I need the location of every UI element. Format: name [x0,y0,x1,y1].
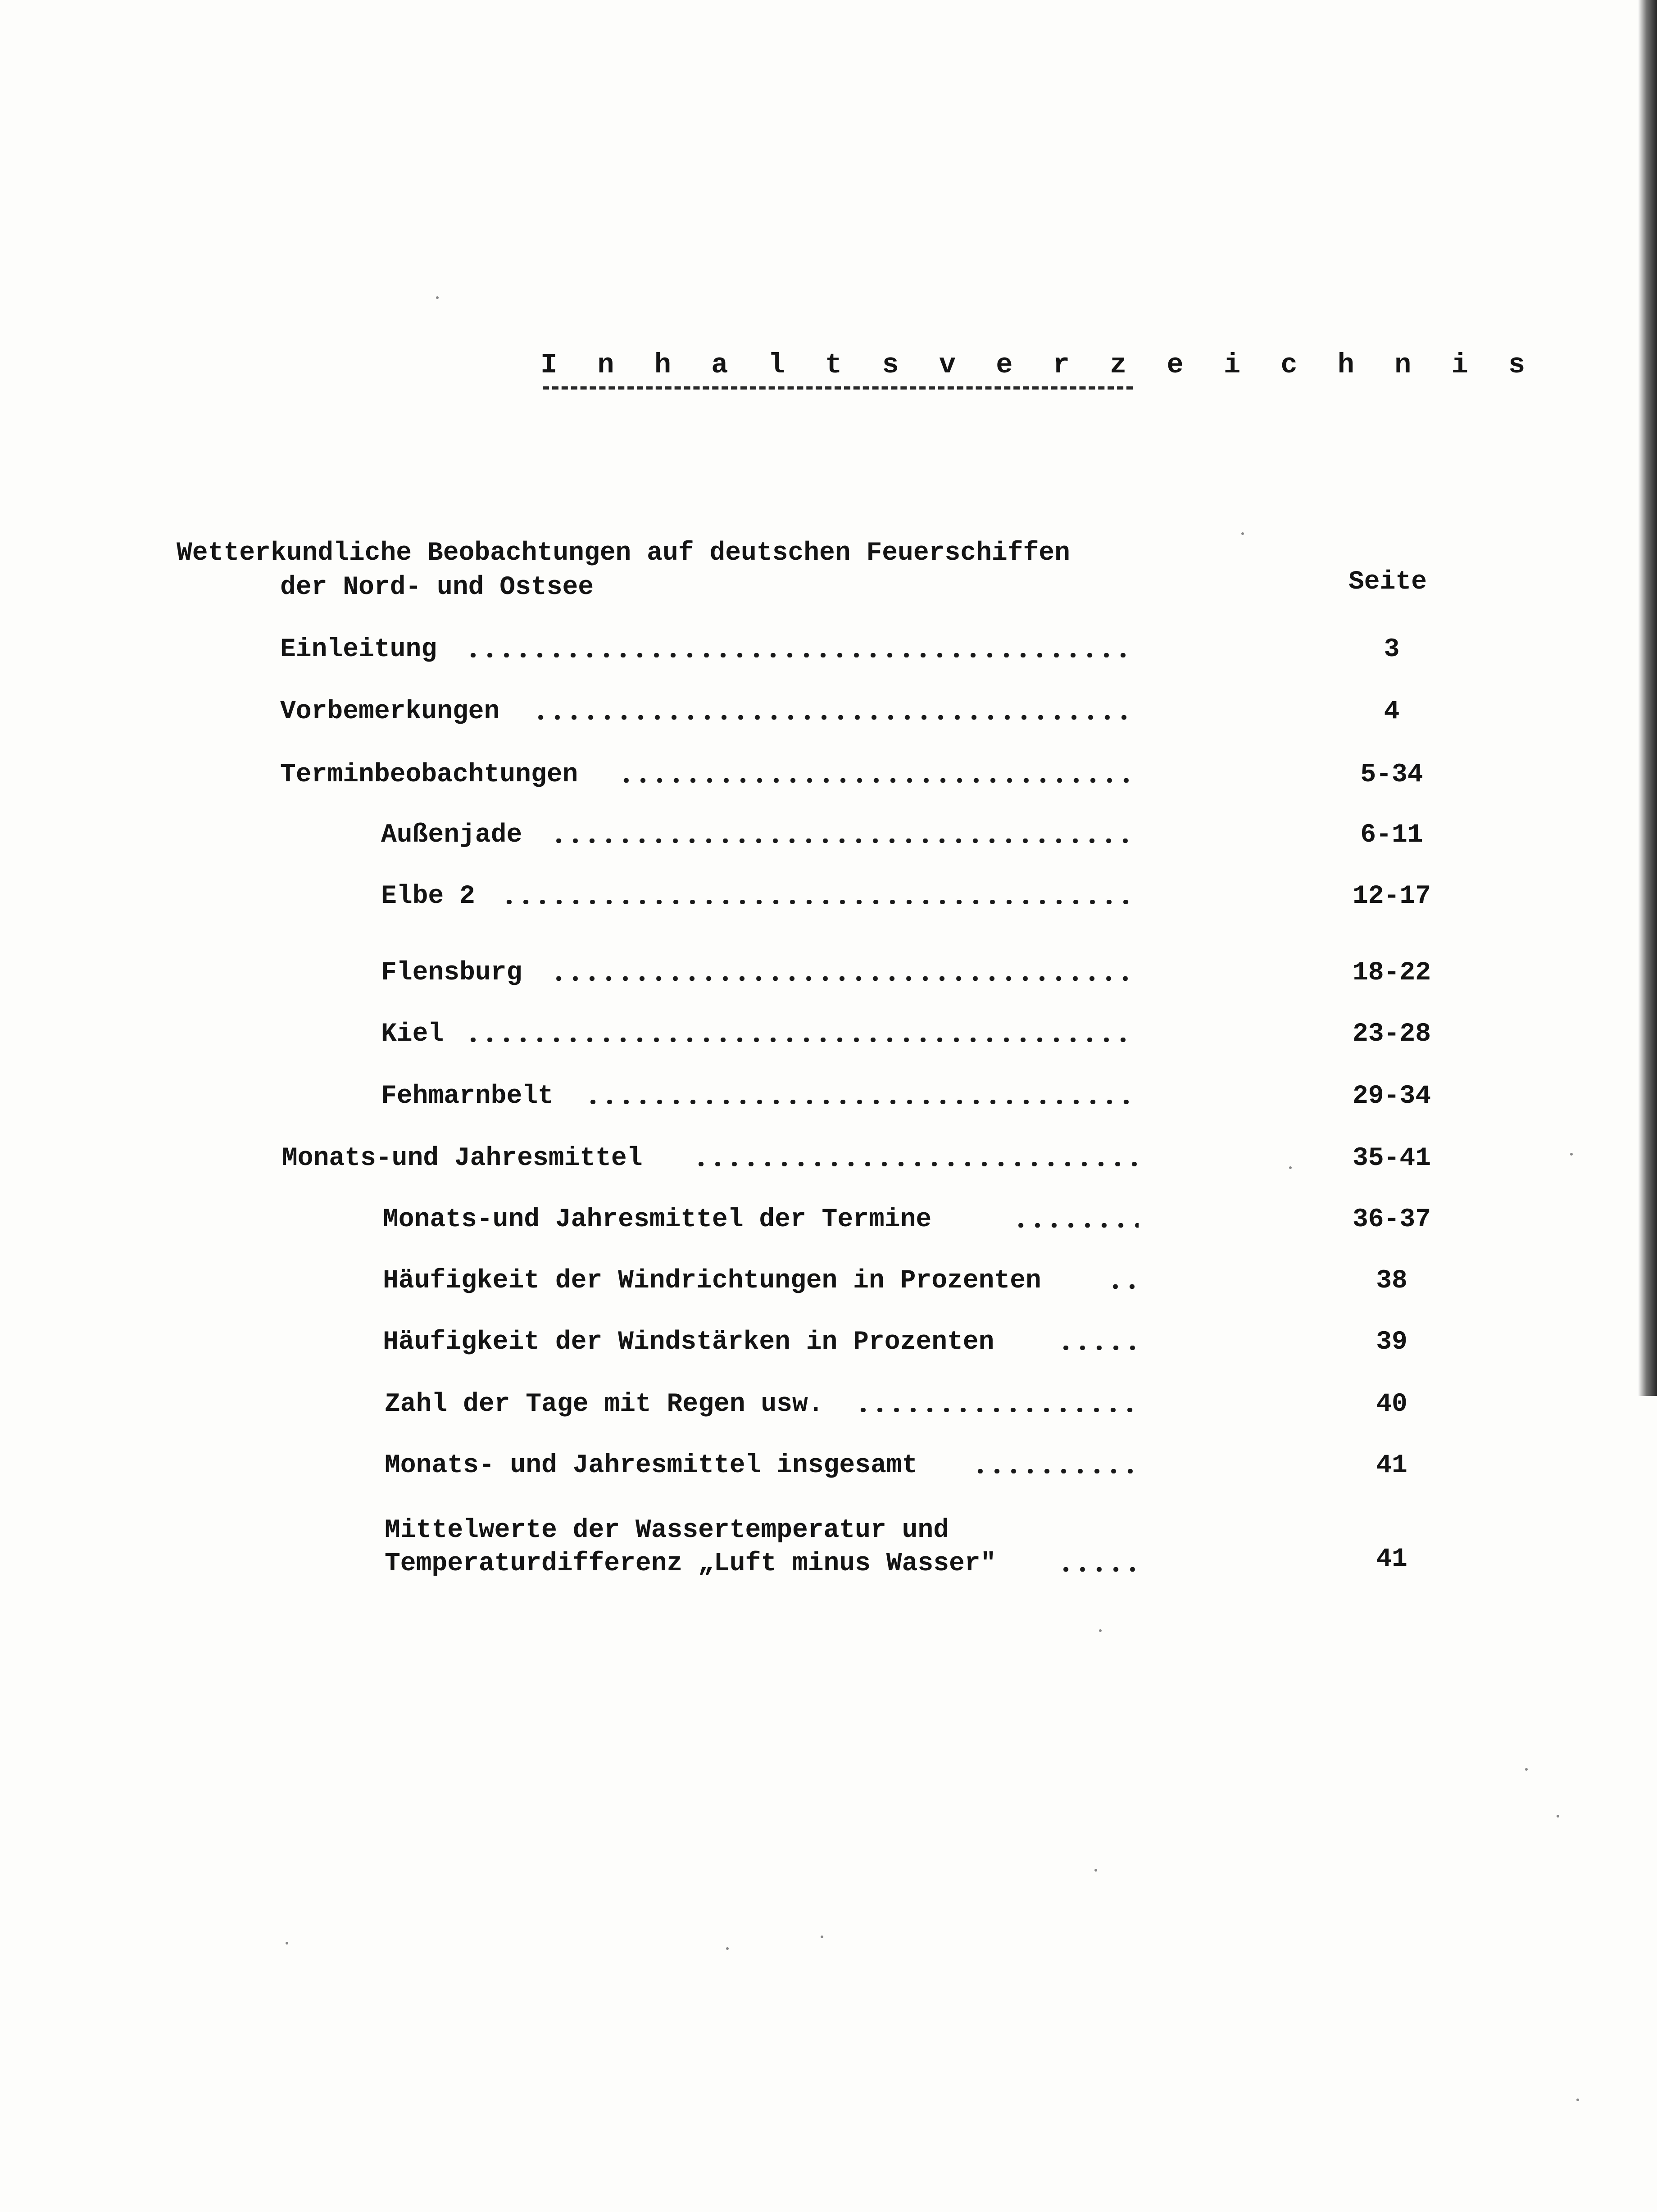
toc-entry-page: 3 [1384,635,1400,664]
toc-entry-label: Monats-und Jahresmittel [282,1144,643,1173]
toc-entry [0,1021,1657,1053]
leader-dots [501,900,1136,904]
scan-speck [821,1936,823,1938]
toc-entry [0,1392,1657,1423]
toc-entry [0,1146,1657,1177]
toc-entry-page: 4 [1384,697,1400,726]
leader-dots [585,1100,1136,1104]
leader-dots [855,1408,1140,1412]
scan-speck [1241,532,1244,535]
toc-entry [0,762,1657,793]
toc-entry-page: 18-22 [1352,958,1431,988]
toc-entry-label: Häufigkeit der Windstärken in Prozenten [383,1328,994,1357]
scan-speck [286,1942,288,1945]
toc-entry-label: Fehmarnbelt [381,1082,554,1111]
leader-dots [465,653,1136,657]
leader-dots [1107,1284,1140,1289]
toc-entry-page: 41 [1376,1451,1407,1480]
toc-entry-label: Flensburg [381,958,522,988]
page-column-label: Seite [1348,567,1427,597]
toc-entry-label: Terminbeobachtungen [280,760,578,789]
toc-entry-page: 35-41 [1352,1144,1431,1173]
toc-entry-label: Häufigkeit der Windrichtungen in Prozenten [383,1266,1041,1296]
scan-speck [1099,1629,1102,1632]
scan-speck [1557,1815,1559,1818]
toc-entry [0,1207,1657,1238]
toc-entry [0,1268,1657,1300]
toc-entry-page: 41 [1376,1545,1407,1574]
leader-dots [1012,1223,1139,1228]
leader-dots [1058,1346,1140,1350]
scan-speck [1525,1768,1528,1771]
toc-entry-label: Elbe 2 [381,882,475,911]
leader-dots [618,778,1136,783]
toc-entry [0,699,1657,730]
toc-entry-label-line1: Mittelwerte der Wassertemperatur und [385,1516,949,1545]
toc-entry [0,822,1657,854]
leader-dots [693,1162,1139,1166]
toc-entry-label: Monats- und Jahresmittel insgesamt [385,1451,918,1480]
toc-entry-page: 38 [1376,1266,1407,1296]
scan-speck [436,296,439,299]
toc-entry [0,1518,1657,1585]
scan-speck [1094,1869,1097,1872]
toc-entry-page: 40 [1376,1390,1407,1419]
scan-speck [1570,1153,1573,1156]
toc-entry-label-line2: Temperaturdifferenz „Luft minus Wasser" [385,1549,996,1578]
toc-entry-page: 39 [1376,1328,1407,1357]
title-underline [543,386,1133,390]
toc-entry-label: Außenjade [381,820,522,850]
toc-entry [0,1453,1657,1484]
toc-entry-label: Vorbemerkungen [280,697,500,726]
leader-dots [1058,1567,1140,1572]
toc-entry-label: Zahl der Tage mit Regen usw. [385,1390,824,1419]
toc-entry-label: Kiel [381,1020,444,1049]
toc-entry-label: Monats-und Jahresmittel der Termine [383,1205,932,1234]
toc-entry-page: 12-17 [1352,882,1431,911]
section-title-line2: der Nord- und Ostsee [280,573,594,602]
toc-entry-page: 23-28 [1352,1020,1431,1049]
scan-speck [1576,2099,1579,2101]
leader-dots [465,1038,1136,1042]
toc-entry [0,884,1657,915]
leader-dots [550,839,1136,843]
toc-entry-label: Einleitung [280,635,437,664]
toc-entry [0,637,1657,668]
toc-entry [0,960,1657,992]
leader-dots [550,976,1136,981]
toc-entry [0,1083,1657,1115]
section-title-line1: Wetterkundliche Beobachtungen auf deutschen Feuerschiffen [177,539,1070,568]
toc-entry-page: 36-37 [1352,1205,1431,1234]
scan-speck [726,1947,729,1950]
toc-entry [0,1329,1657,1361]
toc-entry-page: 6-11 [1360,820,1423,850]
page-title: I n h a l t s v e r z e i c h n i s [540,349,1537,381]
toc-entry-page: 5-34 [1360,760,1423,789]
leader-dots [532,715,1136,720]
scan-speck [1289,1166,1292,1169]
scan-edge-shadow [1638,0,1657,1396]
toc-entry-page: 29-34 [1352,1082,1431,1111]
leader-dots [972,1469,1140,1473]
